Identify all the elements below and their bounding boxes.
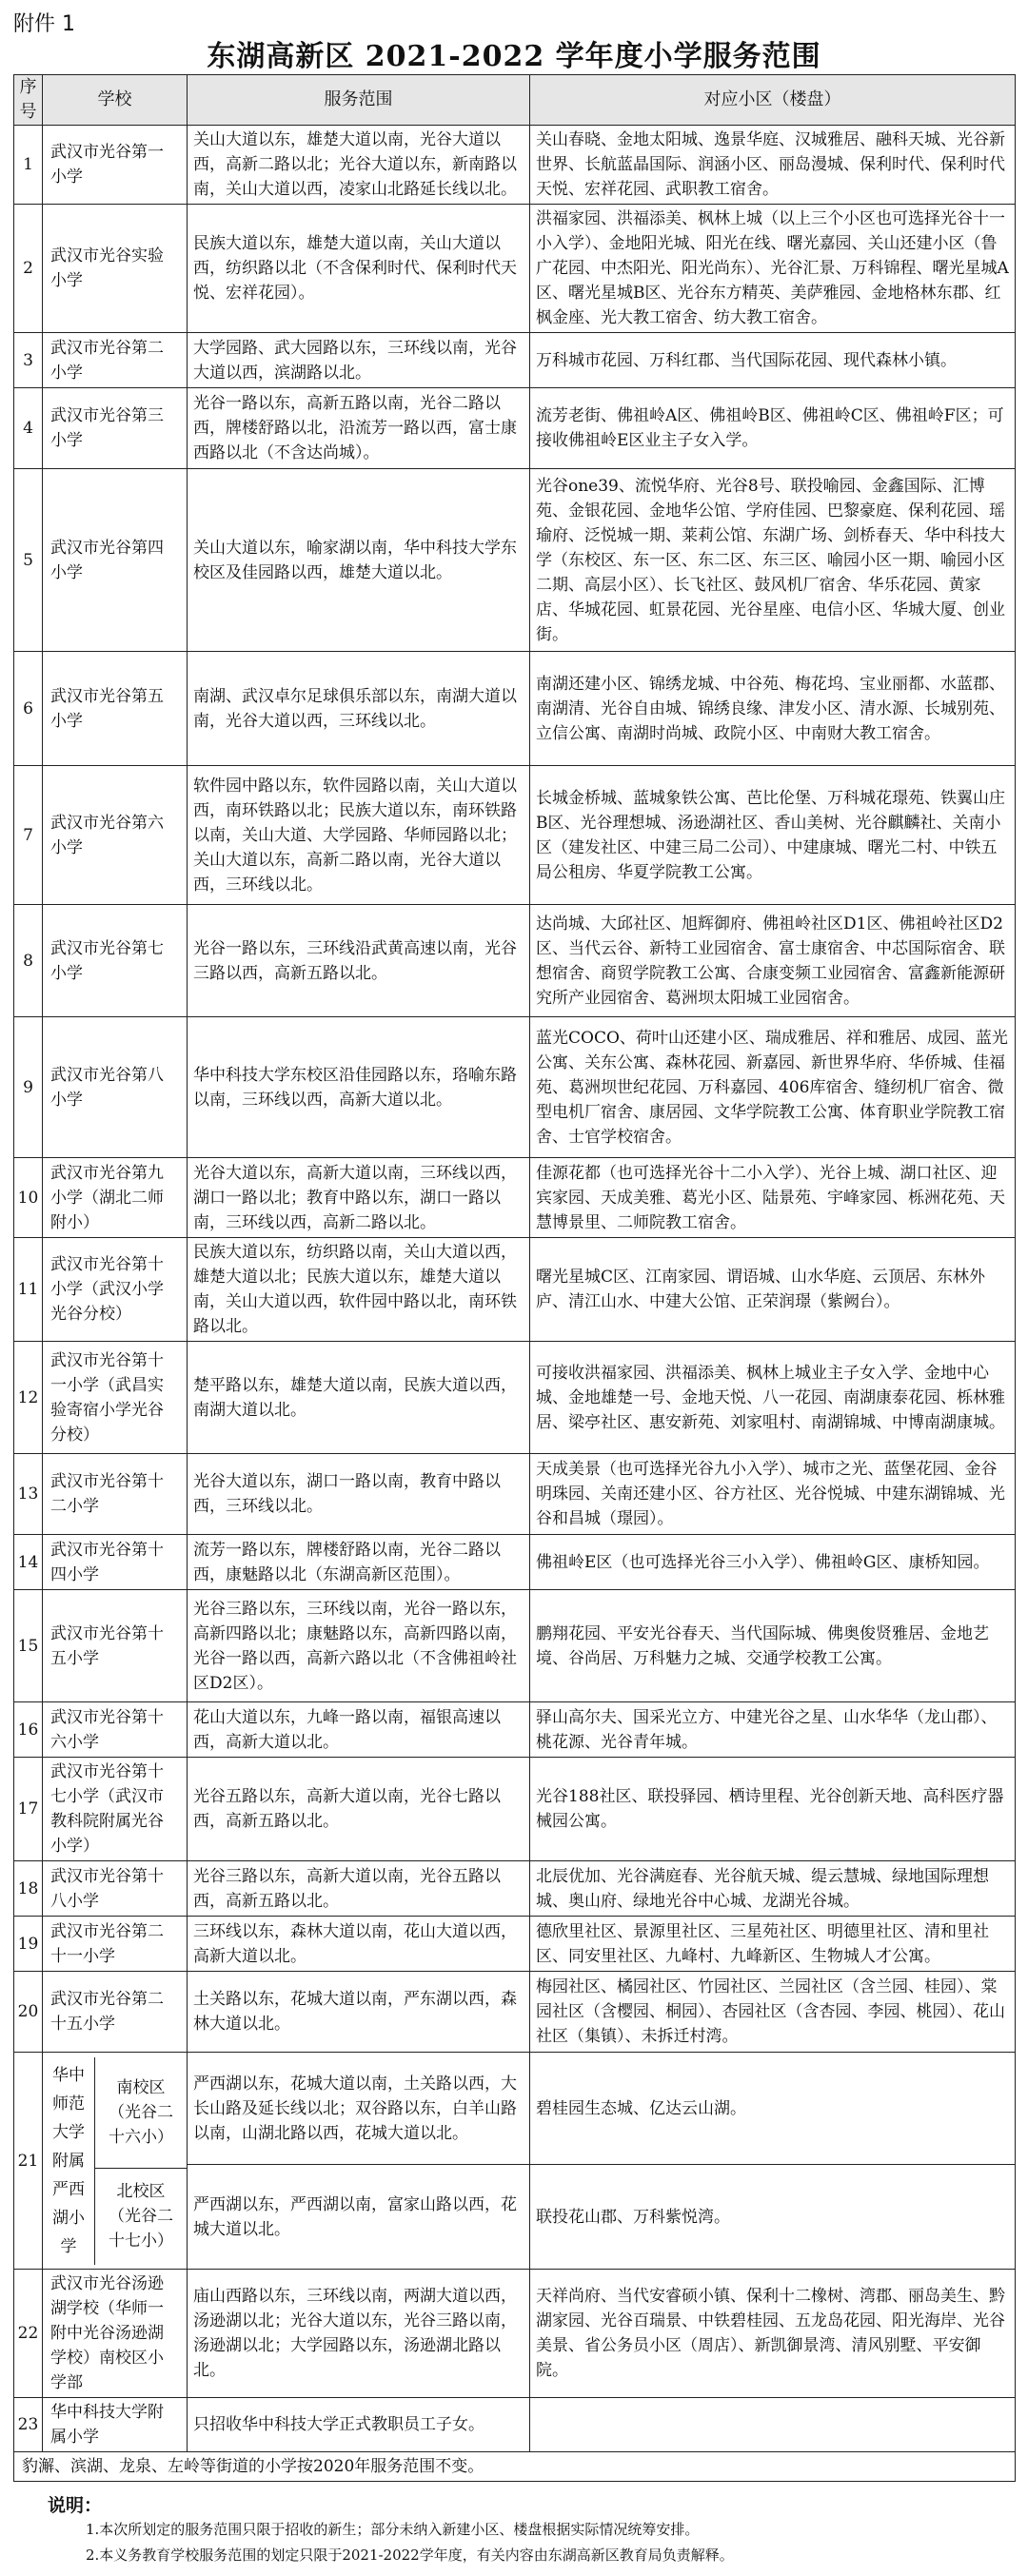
row-number: 13 bbox=[14, 1454, 43, 1535]
school-name: 武汉市光谷第十八小学 bbox=[43, 1861, 188, 1917]
service-range: 土关路以东，花城大道以南，严东湖以西，森林大道以北。 bbox=[188, 1972, 530, 2053]
school-name: 武汉市光谷第八小学 bbox=[43, 1017, 188, 1158]
estates: 联投花山郡、万科紫悦湾。 bbox=[530, 2165, 1016, 2270]
service-range: 关山大道以东，喻家湖以南，华中科技大学东校区及佳园路以西，雄楚大道以北。 bbox=[188, 469, 530, 652]
campus-list bbox=[95, 2057, 187, 2265]
service-range: 流芳一路以东，牌楼舒路以南，光谷二路以西，康魅路以北（东湖高新区范围）。 bbox=[188, 1535, 530, 1590]
table-row bbox=[14, 1702, 1016, 1758]
estates: 光谷188社区、联投驿园、栖诗里程、光谷创新天地、高科医疗器械园公寓。 bbox=[530, 1758, 1016, 1861]
service-range: 严西湖以东，严西湖以南，富家山路以西，花城大道以北。 bbox=[188, 2165, 530, 2270]
school-name: 武汉市光谷汤逊湖学校（华师一附中光谷汤逊湖学校）南校区小学部 bbox=[43, 2270, 188, 2398]
service-range: 只招收华中科技大学正式教职员工子女。 bbox=[188, 2398, 530, 2452]
explain-label: 说明： bbox=[48, 2495, 103, 2516]
row-number: 10 bbox=[14, 1158, 43, 1238]
notes bbox=[86, 2517, 734, 2568]
estates: 南湖还建小区、锦绣龙城、中谷苑、梅花坞、宝业丽都、水蓝郡、南湖清、光谷自由城、锦绣良缘、津发小区、清水源、长城别苑、立信公寓、南湖时尚城、政院小区、中南财大教工宿舍。 bbox=[530, 652, 1016, 766]
table-row bbox=[14, 1454, 1016, 1535]
school-name: 华中师范大学附属严西湖小学 bbox=[43, 2057, 95, 2265]
table-body bbox=[14, 126, 1016, 2482]
row-number: 8 bbox=[14, 905, 43, 1017]
service-range: 光谷五路以东，高新大道以南，光谷七路以西，高新五路以北。 bbox=[188, 1758, 530, 1861]
school-name: 武汉市光谷第十六小学 bbox=[43, 1702, 188, 1758]
header-school: 学校 bbox=[43, 75, 188, 126]
school-name: 武汉市光谷实验小学 bbox=[43, 205, 188, 333]
service-range: 光谷三路以东，三环线以南，光谷一路以东，高新四路以北；康魅路以东，高新四路以南，光谷一路以西，高新六路以北（不含佛祖岭社区D2区）。 bbox=[188, 1590, 530, 1702]
table-row bbox=[14, 333, 1016, 388]
table-row bbox=[14, 1590, 1016, 1702]
table-row bbox=[14, 388, 1016, 469]
footer-row bbox=[14, 2452, 1016, 2482]
annex-label: 附件 1 bbox=[13, 12, 75, 36]
footer-note: 豹澥、滨湖、龙泉、左岭等街道的小学按2020年服务范围不变。 bbox=[14, 2452, 1016, 2482]
row-number: 20 bbox=[14, 1972, 43, 2053]
estates: 北辰优加、光谷满庭春、光谷航天城、缇云慧城、绿地国际理想城、奥山府、绿地光谷中心城、龙湖光谷城。 bbox=[530, 1861, 1016, 1917]
table-row bbox=[14, 1535, 1016, 1590]
service-range: 软件园中路以东，软件园路以南，关山大道以西，南环铁路以北；民族大道以东，南环铁路以南，关山大道、大学园路、华师园路以北；关山大道以东，高新二路以南，光谷大道以西，三环线以北。 bbox=[188, 766, 530, 905]
service-range: 光谷大道以东，湖口一路以南，教育中路以西，三环线以北。 bbox=[188, 1454, 530, 1535]
service-range: 庙山西路以东，三环线以南，两湖大道以西，汤逊湖以北；光谷大道以东，光谷三路以南，汤逊湖以北；大学园路以东，汤逊湖北路以北。 bbox=[188, 2270, 530, 2398]
service-range: 光谷一路以东，高新五路以南，光谷二路以西，牌楼舒路以北，沿流芳一路以西，富士康西路以北（不含达尚城）。 bbox=[188, 388, 530, 469]
school-name: 武汉市光谷第二十一小学 bbox=[43, 1917, 188, 1972]
document-title: 东湖高新区 2021-2022 学年度小学服务范围 bbox=[207, 40, 821, 73]
table-row bbox=[14, 2053, 1016, 2165]
estates: 驿山高尔夫、国采光立方、中建光谷之星、山水华华（龙山郡）、桃花源、光谷青年城。 bbox=[530, 1702, 1016, 1758]
campus-south: 南校区（光谷二十六小） bbox=[95, 2057, 187, 2169]
school-name: 武汉市光谷第十七小学（武汉市教科院附属光谷小学） bbox=[43, 1758, 188, 1861]
estates: 长城金桥城、蓝城象铁公寓、芭比伦堡、万科城花璟苑、铁翼山庄B区、光谷理想城、汤逊湖社区、香山美树、光谷麒麟社、关南小区（建发社区、中建三局二公司）、中建康城、曙光二村、中铁五局公租房、华夏学院教工公寓。 bbox=[530, 766, 1016, 905]
header-range: 服务范围 bbox=[188, 75, 530, 126]
service-range: 三环线以东，森林大道以南，花山大道以西，高新大道以北。 bbox=[188, 1917, 530, 1972]
estates: 德欣里社区、景源里社区、三星苑社区、明德里社区、清和里社区、同安里社区、九峰村、九峰新区、生物城人才公寓。 bbox=[530, 1917, 1016, 1972]
row-number: 22 bbox=[14, 2270, 43, 2398]
row-number: 7 bbox=[14, 766, 43, 905]
estates: 流芳老街、佛祖岭A区、佛祖岭B区、佛祖岭C区、佛祖岭F区；可接收佛祖岭E区业主子女入学。 bbox=[530, 388, 1016, 469]
table-row bbox=[14, 1017, 1016, 1158]
table-row bbox=[14, 1158, 1016, 1238]
estates: 佛祖岭E区（也可选择光谷三小入学）、佛祖岭G区、康桥知园。 bbox=[530, 1535, 1016, 1590]
estates: 关山春晓、金地太阳城、逸景华庭、汉城雅居、融科天城、光谷新世界、长航蓝晶国际、润涵小区、丽岛漫城、保利时代、保利时代天悦、宏祥花园、武职教工宿舍。 bbox=[530, 126, 1016, 205]
service-range: 光谷一路以东，三环线沿武黄高速以南，光谷三路以西，高新五路以北。 bbox=[188, 905, 530, 1017]
school-name: 武汉市光谷第十五小学 bbox=[43, 1590, 188, 1702]
row-number: 11 bbox=[14, 1238, 43, 1342]
service-range: 关山大道以东，雄楚大道以南，光谷大道以西，高新二路以北；光谷大道以东，新南路以南，关山大道以西，凌家山北路延长线以北。 bbox=[188, 126, 530, 205]
note-item: 1.本次所划定的服务范围只限于招收的新生；部分未纳入新建小区、楼盘根据实际情况统筹安排。 bbox=[86, 2521, 700, 2538]
row-number: 23 bbox=[14, 2398, 43, 2452]
school-name: 武汉市光谷第六小学 bbox=[43, 766, 188, 905]
estates: 达尚城、大邱社区、旭辉御府、佛祖岭社区D1区、佛祖岭社区D2区、当代云谷、新特工业园宿舍、富士康宿舍、中芯国际宿舍、联想宿舍、商贸学院教工公寓、合康变频工业园宿舍、富鑫新能源研究所产业园宿舍、葛洲坝太阳城工业园宿舍。 bbox=[530, 905, 1016, 1017]
school-name: 武汉市光谷第九小学（湖北二师附小） bbox=[43, 1158, 188, 1238]
table-row bbox=[14, 205, 1016, 333]
table-row bbox=[14, 1917, 1016, 1972]
estates: 光谷one39、流悦华府、光谷8号、联投喻园、金鑫国际、汇博苑、金银花园、金地华公馆、学府佳园、巴黎豪庭、保利花园、瑶瑜府、泛悦城一期、莱莉公馆、东湖广场、剑桥春天、华中科技大学（东校区、东一区、东二区、东三区、喻园小区一期、喻园小区二期、高层小区）、长飞社区、鼓风机厂宿舍、华乐花园、黄家店、华城花园、虹景花园、光谷星座、电信小区、华城大厦、创业街。 bbox=[530, 469, 1016, 652]
estates: 洪福家园、洪福添美、枫林上城（以上三个小区也可选择光谷十一小入学）、金地阳光城、阳光在线、曙光嘉园、关山还建小区（鲁广花园、中杰阳光、阳光尚东）、光谷汇景、万科锦程、曙光星城A区、曙光星城B区、光谷东方精英、美萨雅园、金地格林东郡、红枫金座、光大教工宿舍、纺大教工宿舍。 bbox=[530, 205, 1016, 333]
estates: 鹏翔花园、平安光谷春天、当代国际城、佛奥俊贤雅居、金地艺境、谷尚居、万科魅力之城、交通学校教工公寓。 bbox=[530, 1590, 1016, 1702]
campus-north: 北校区（光谷二十七小） bbox=[109, 2182, 173, 2251]
row-number: 4 bbox=[14, 388, 43, 469]
school-name: 武汉市光谷第十小学（武汉小学光谷分校） bbox=[43, 1238, 188, 1342]
table-row bbox=[14, 2270, 1016, 2398]
school-name: 武汉市光谷第十一小学（武昌实验寄宿小学光谷分校） bbox=[43, 1342, 188, 1454]
estates: 天成美景（也可选择光谷九小入学）、城市之光、蓝堡花园、金谷明珠园、关南还建小区、谷方社区、光谷悦城、中建东湖锦城、光谷和昌城（璟园）。 bbox=[530, 1454, 1016, 1535]
service-range: 华中科技大学东校区沿佳园路以东，珞喻东路以南，三环线以西，高新大道以北。 bbox=[188, 1017, 530, 1158]
table-row bbox=[14, 1342, 1016, 1454]
note-item: 2.本义务教育学校服务范围的划定只限于2021-2022学年度，有关内容由东湖高新区教育局负责解释。 bbox=[86, 2547, 734, 2564]
table-row bbox=[14, 905, 1016, 1017]
service-range-table bbox=[13, 74, 1016, 2482]
table-row bbox=[14, 1238, 1016, 1342]
table-row bbox=[14, 2398, 1016, 2452]
school-name: 武汉市光谷第五小学 bbox=[43, 652, 188, 766]
school-name: 武汉市光谷第四小学 bbox=[43, 469, 188, 652]
service-range: 民族大道以东，雄楚大道以南，关山大道以西，纺织路以北（不含保利时代、保利时代天悦、宏祥花园）。 bbox=[188, 205, 530, 333]
estates: 碧桂园生态城、亿达云山湖。 bbox=[530, 2053, 1016, 2165]
table-row bbox=[14, 1972, 1016, 2053]
school-name: 武汉市光谷第七小学 bbox=[43, 905, 188, 1017]
table-row bbox=[14, 1758, 1016, 1861]
row-number: 12 bbox=[14, 1342, 43, 1454]
row-number: 16 bbox=[14, 1702, 43, 1758]
row-number: 2 bbox=[14, 205, 43, 333]
service-range: 光谷三路以东，高新大道以南，光谷五路以西，高新五路以北。 bbox=[188, 1861, 530, 1917]
estates: 可接收洪福家园、洪福添美、枫林上城业主子女入学、金地中心城、金地雄楚一号、金地天悦、八一花园、南湖康泰花园、栎林雅居、梁亭社区、惠安新苑、刘家咀村、南湖锦城、中博南湖康城。 bbox=[530, 1342, 1016, 1454]
school-cell-split bbox=[43, 2053, 188, 2270]
table-row bbox=[14, 652, 1016, 766]
row-number: 14 bbox=[14, 1535, 43, 1590]
service-range: 南湖、武汉卓尔足球俱乐部以东，南湖大道以南，光谷大道以西，三环线以北。 bbox=[188, 652, 530, 766]
row-number: 18 bbox=[14, 1861, 43, 1917]
estates: 曙光星城C区、江南家园、谓语城、山水华庭、云顶居、东林外庐、清江山水、中建大公馆、正荣润璟（紫阙台）。 bbox=[530, 1238, 1016, 1342]
table-header-row bbox=[14, 75, 1016, 126]
row-number: 21 bbox=[14, 2053, 43, 2270]
estates bbox=[530, 2398, 1016, 2452]
header-no: 序号 bbox=[14, 75, 43, 126]
row-number: 3 bbox=[14, 333, 43, 388]
estates: 梅园社区、橘园社区、竹园社区、兰园社区（含兰园、桂园）、棠园社区（含樱园、桐园）、杏园社区（含杏园、李园、桃园）、花山社区（集镇）、未拆迁村湾。 bbox=[530, 1972, 1016, 2053]
estates: 佳源花都（也可选择光谷十二小入学）、光谷上城、湖口社区、迎宾家园、天成美雅、葛光小区、陆景苑、宇峰家园、栎洲花苑、天慧博景里、二师院教工宿舍。 bbox=[530, 1158, 1016, 1238]
row-number: 1 bbox=[14, 126, 43, 205]
estates: 蓝光COCO、荷叶山还建小区、瑞成雅居、祥和雅居、成园、蓝光公寓、关东公寓、森林花园、新嘉园、新世界华府、华侨城、佳福苑、葛洲坝世纪花园、万科嘉园、406库宿舍、缝纫机厂宿舍、微型电机厂宿舍、康居园、文华学院教工公寓、体育职业学院教工宿舍、士官学校宿舍。 bbox=[530, 1017, 1016, 1158]
service-range: 楚平路以东，雄楚大道以南，民族大道以西，南湖大道以北。 bbox=[188, 1342, 530, 1454]
header-estates: 对应小区（楼盘） bbox=[530, 75, 1016, 126]
row-number: 15 bbox=[14, 1590, 43, 1702]
table-row bbox=[14, 766, 1016, 905]
row-number: 17 bbox=[14, 1758, 43, 1861]
school-name: 华中科技大学附属小学 bbox=[43, 2398, 188, 2452]
school-name: 武汉市光谷第二十五小学 bbox=[43, 1972, 188, 2053]
school-name: 武汉市光谷第三小学 bbox=[43, 388, 188, 469]
table-row bbox=[14, 1861, 1016, 1917]
table-row bbox=[14, 469, 1016, 652]
school-name: 武汉市光谷第一小学 bbox=[43, 126, 188, 205]
service-range: 大学园路、武大园路以东，三环线以南，光谷大道以西，滨湖路以北。 bbox=[188, 333, 530, 388]
service-range: 光谷大道以东，高新大道以南，三环线以西，湖口一路以北；教育中路以东，湖口一路以南，三环线以西，高新二路以北。 bbox=[188, 1158, 530, 1238]
row-number: 6 bbox=[14, 652, 43, 766]
service-range: 严西湖以东，花城大道以南，土关路以西，大长山路及延长线以北；双谷路以东，白羊山路以南，山湖北路以西，花城大道以北。 bbox=[188, 2053, 530, 2165]
row-number: 5 bbox=[14, 469, 43, 652]
row-number: 9 bbox=[14, 1017, 43, 1158]
school-name: 武汉市光谷第十二小学 bbox=[43, 1454, 188, 1535]
school-name: 武汉市光谷第十四小学 bbox=[43, 1535, 188, 1590]
estates: 天祥尚府、当代安睿硕小镇、保利十二橡树、湾郡、丽岛美生、黔湖家园、光谷百瑞景、中铁碧桂园、五龙岛花园、阳光海岸、光谷美景、省公务员小区（周店）、新凯御景湾、清风别墅、平安御院。 bbox=[530, 2270, 1016, 2398]
estates: 万科城市花园、万科红郡、当代国际花园、现代森林小镇。 bbox=[530, 333, 1016, 388]
service-range: 花山大道以东，九峰一路以南，福银高速以西，高新大道以北。 bbox=[188, 1702, 530, 1758]
table-row bbox=[14, 126, 1016, 205]
row-number: 19 bbox=[14, 1917, 43, 1972]
school-name: 武汉市光谷第二小学 bbox=[43, 333, 188, 388]
service-range: 民族大道以东，纺织路以南，关山大道以西，雄楚大道以北；民族大道以东，雄楚大道以南，关山大道以西，软件园中路以北，南环铁路以北。 bbox=[188, 1238, 530, 1342]
